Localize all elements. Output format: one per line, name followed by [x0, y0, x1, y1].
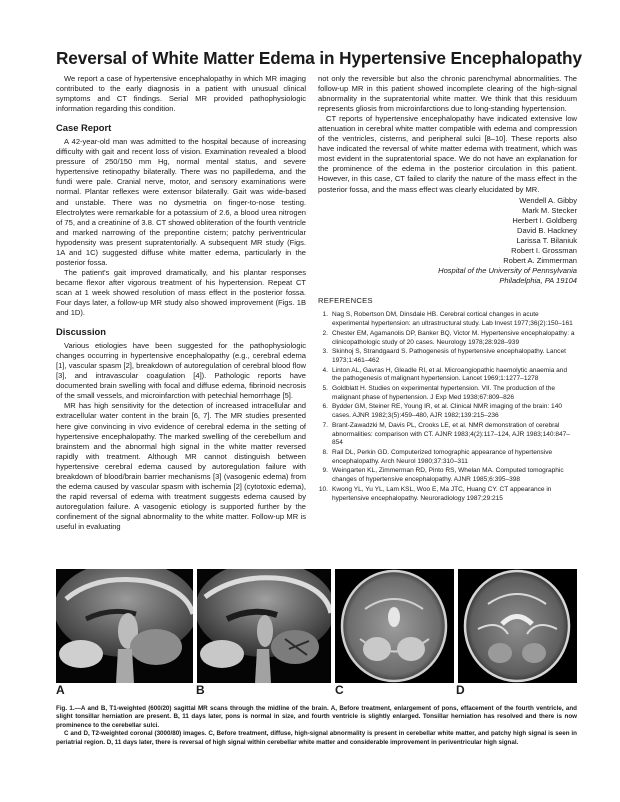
sagittal-brain-image	[197, 569, 331, 683]
reference-item: 5. Goldblatt H. Studies on experimental hypertension. VII. The production of the malignant phase of hypertension. J Exp Med 1938;67:809–826	[322, 385, 555, 401]
case-paragraph-2: The patient's gait improved dramatically, and his plantar responses became flexor after vigorous treatment of his hypertension. Repeat CT scan at 1 week showed resolution of mass effect in the posterior fossa. Four days later, a follow-up MR study also showed improvement (Figs. 1B and 1D).	[56, 267, 306, 318]
reference-item: 2. Chester EM, Agamanolis DP, Banker BQ, Victor M. Hypertensive encephalopathy: a clinicopathologic study of 20 cases. Neurology 1978;28:928–939	[322, 329, 575, 346]
case-paragraph-1: A 42-year-old man was admitted to the hospital because of increasing difficulty with gait and recent loss of vision. Examination revealed a blood pressure of 250/150 mm Hg, normal mental status, and severe hypertensive retinopathy bilaterally. There was no papilledema, and the fundi were pale. Cranial nerve, motor, and sensory examinations were normal. Plantar reflexes were extensor bilaterally. Gait was wide-based and unstable. There was no dysmetria on finger-to-nose testing. Electrolytes were remarkable for a potassium of 2.6, a blood urea nitrogen of 75, and a creatinine of 3.8. CT showed obliteration of the fourth ventricle and marked narrowing of the prepontine cistern; patchy periventricular hypodensity was present supratentorially. A subsequent MR study (Figs. 1A and 1C) suggested diffuse white matter edema, particularly in the posterior fossa.	[56, 137, 306, 267]
panel-label-a: A	[56, 683, 65, 697]
author-name: Wendell A. Gibby	[519, 195, 577, 205]
reference-item: 10. Kwong YL, Yu YL, Lam KSL, Woo E, Ma JTC, Huang CY. CT appearance in hypertensive encephalopathy. Neuroradiology 1987;29:215	[318, 485, 552, 502]
coronal-brain-image	[458, 569, 577, 683]
references-heading: REFERENCES	[318, 296, 373, 306]
sagittal-brain-image	[56, 569, 193, 683]
author-name: Robert I. Grossman	[511, 246, 577, 256]
discussion-heading: Discussion	[56, 326, 107, 338]
affiliation: Hospital of the University of Pennsylvania	[438, 266, 577, 276]
signature-block	[318, 196, 577, 287]
author-name: David B. Hackney	[517, 225, 577, 235]
reference-item: 3. Skinhoj S, Strandgaard S. Pathogenesis of hypertensive encephalopathy. Lancet 1973;1:461–462	[322, 348, 566, 364]
reference-item: 9. Weingarten KL, Zimmerman RD, Pinto RS, Whelan MA. Computed tomographic changes of hypertensive encephalopathy. AJNR 1985;6:395–398	[322, 467, 564, 484]
figure-panels	[56, 569, 577, 683]
right-column	[318, 74, 577, 504]
author-name: Larissa T. Bilaniuk	[516, 235, 577, 245]
discussion-paragraph-1: Various etiologies have been suggested for the pathophysiologic changes occurring in hypertensive encephalopathy (e.g., cerebral edema [1], vascular spasm [2], breakdown of autoregulation of cerebral blood flow [3], and intravascular coagulation [4]). Pathologic reports have documented brain swelling with focal and diffuse edema, fibrinoid necrosis of the small vessels, and microinfarction with petechial hemorrhage [5].	[56, 341, 306, 401]
continuation-paragraph: not only the reversible but also the chronic parenchymal abnormalities. The follow-up MR in this patient showed incomplete clearing of the high-signal abnormality in the supratentorial white matter. We think that this residuum represents gliosis from microinfarctions due to long-standing hypertension.	[318, 74, 577, 114]
reference-item: 7. Brant-Zawadzki M, Davis PL, Crooks LE, et al. NMR demonstration of cerebral abnormalities: comparison with CT. AJNR 1983;4(2):117–124, AJR 1983;140:847–854	[322, 421, 570, 447]
left-column	[56, 74, 306, 532]
mri-panel-a	[56, 569, 193, 683]
author-name: Mark M. Stecker	[522, 205, 577, 215]
panel-label-c: C	[335, 683, 344, 697]
coronal-brain-image	[335, 569, 454, 683]
author-name: Robert A. Zimmerman	[503, 256, 577, 266]
mri-panel-d	[458, 569, 577, 683]
intro-paragraph: We report a case of hypertensive encephalopathy in which MR imaging contributed to the early diagnosis in a patient with unusual clinical symptoms and CT findings. Serial MR provided pathophysiologic information regarding this condition.	[56, 74, 306, 114]
reference-item: 6. Bydder GM, Steiner RE, Young IR, et al. Clinical NMR imaging of the brain: 140 cases. AJNR 1982;3(5):459–480, AJR 1982;139:215–236	[322, 403, 562, 420]
article-title: Reversal of White Matter Edema in Hypertensive Encephalopathy	[56, 48, 582, 68]
reference-item: 1. Nag S, Robertson DM, Dinsdale HB. Cerebral cortical changes in acute experimental hypertension: an ultrastructural study. Lab Invest 1977;36(2):150–161	[322, 311, 573, 328]
author-name: Herbert I. Goldberg	[512, 215, 577, 225]
panel-label-d: D	[456, 683, 465, 697]
ct-paragraph: CT reports of hypertensive encephalopathy have indicated extensive low attenuation in cerebral white matter compatible with edema and compression of the ventricles, cisterns, and peripheral sulci [8–10]. These reports also have indicated the reversal of white matter edema with treatment, which was most evident in the supratentorial space. We do not have an explanation for the prominence of the edema in the posterior circulation in this patient. However, in this case, CT failed to clarify the nature of the mass effect in the posterior fossa, and the mass effect was clearly elucidated by MR.	[318, 114, 577, 194]
figure-caption	[56, 705, 577, 747]
mri-panel-c	[335, 569, 454, 683]
affiliation-city: Philadelphia, PA 19104	[499, 276, 577, 286]
caption-paragraph-1: Fig. 1.—A and B, T1-weighted (600/20) sagittal MR scans through the midline of the brain. A, Before treatment, enlargement of pons, effacement of the fourth ventricle, and slight tonsillar herniation are present. B, 11 days later, pons is normal in size, and fourth ventricle is slightly enlarged. Tonsillar herniation has resolved and there is now prominence to the cerebellar sulci.	[56, 705, 577, 729]
reference-item: 4. Linton AL, Gavras H, Gleadle RI, et al. Microangiopathic haemolytic anaemia and the pathogenesis of malignant hypertension. Lancet 1969;1:1277–1278	[322, 366, 568, 383]
case-report-heading: Case Report	[56, 122, 112, 134]
reference-item: 8. Rail DL, Perkin GD. Computerized tomographic appearance of hypertensive encephalopathy. Arch Neurol 1980;37:310–311	[322, 449, 553, 465]
mri-panel-b	[197, 569, 331, 683]
discussion-paragraph-2: MR has high sensitivity for the detection of increased intracellular and extracellular water content in the brain [6, 7]. The MR studies presented here give convincing in vivo evidence of cerebral edema in the setting of hypertensive encephalopathy. The marked swelling of the cerebellum and brainstem and the abnormal high signal in the white matter reversed rapidly with treatment. Although MR cannot distinguish between hypertensive cerebral edema caused by autoregulation failure with breakdown of blood/brain barrier mechanisms [3] (vasogenic edema) from the edema caused by vascular spasm with ischemia [2] (cytotoxic edema), the rapid reversal of edema with treatment suggests edema caused by autoregulation failure. A vasogenic etiology is supported further by the confinement of the signal abnormality to the white matter. Follow-up MR is useful in evaluating	[56, 401, 306, 531]
panel-label-b: B	[196, 683, 205, 697]
reference-list	[318, 311, 577, 503]
caption-paragraph-2: C and D, T2-weighted coronal (3000/80) images. C, Before treatment, diffuse, high-signal abnormality is present in cerebellar white matter, and patchy high signal is seen in periatrial region. D, 11 days later, there is reversal of high signal within cerebellar white matter and considerable improvement in periventricular high signal.	[56, 730, 577, 746]
